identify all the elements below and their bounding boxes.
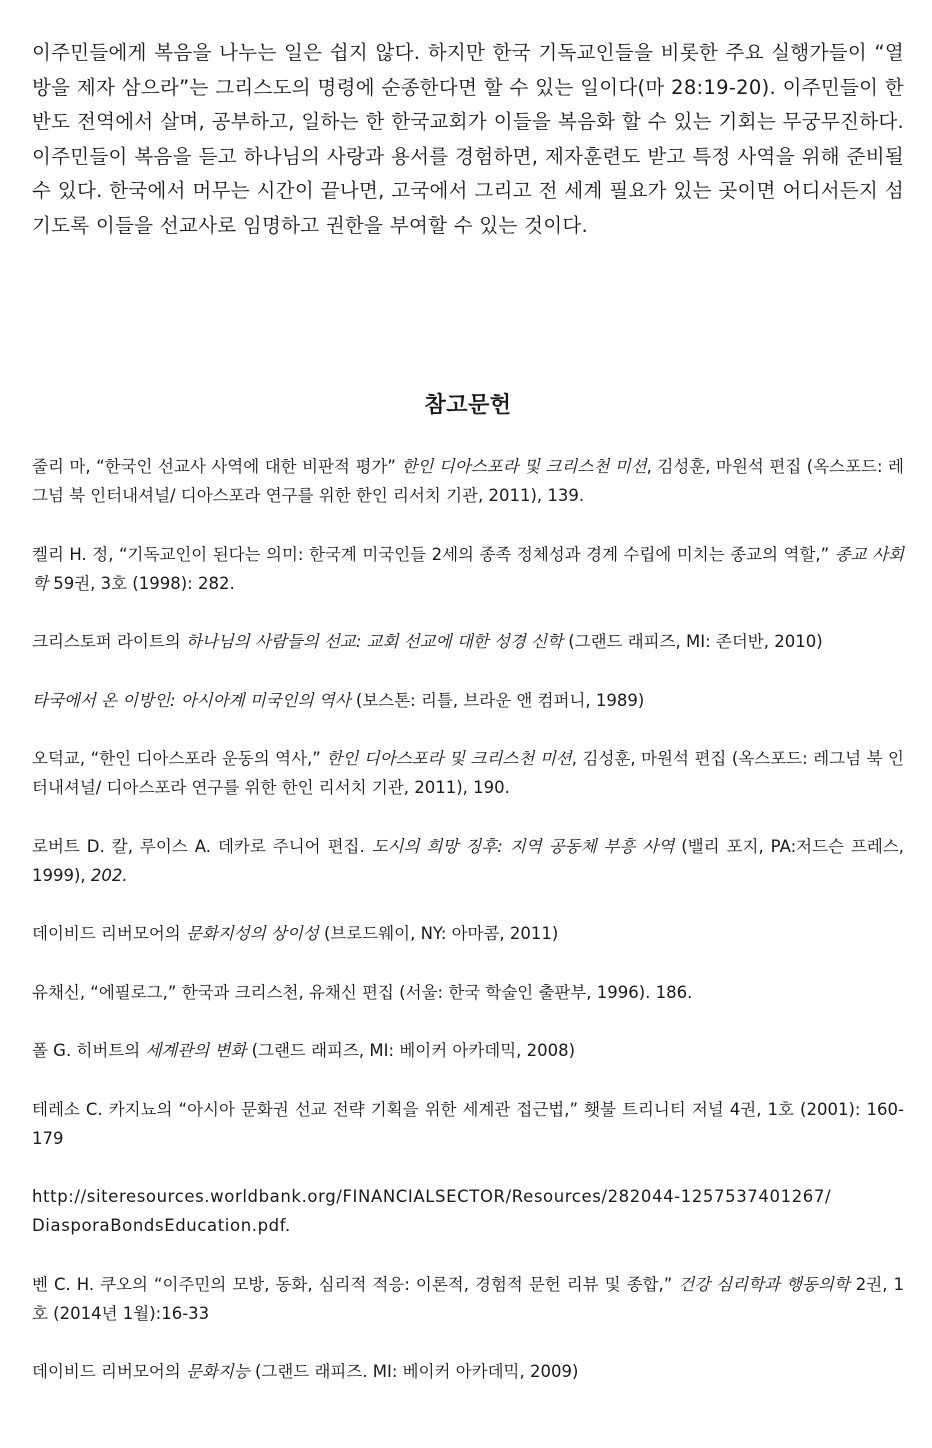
reference-item: [32, 919, 904, 948]
reference-text: (그랜드 래피즈. MI: 베이커 아카데믹, 2009): [249, 1362, 579, 1381]
reference-item: [32, 1095, 904, 1153]
reference-text: 줄리 마, “한국인 선교사 사역에 대한 비판적 평가”: [32, 457, 402, 476]
reference-title: 세계관의 변화: [145, 1041, 247, 1060]
references-heading: 참고문헌: [424, 393, 512, 418]
reference-title: 한인 디아스포라 및 크리스천 미션: [326, 749, 572, 768]
reference-url-tail[interactable]: DiasporaBondsEducation.pdf.: [32, 1216, 291, 1235]
reference-text: 켈리 H. 정, “기독교인이 된다는 의미: 한국계 미국인들 2세의 종족 정체성과 경계 수립에 미치는 종교의 역할,”: [32, 544, 835, 564]
reference-text: 데이비드 리버모어의: [32, 924, 186, 943]
reference-text: (보스톤: 리틀, 브라운 앤 컴퍼니, 1989): [350, 690, 645, 710]
reference-item: [32, 686, 904, 715]
reference-item: [32, 978, 904, 1007]
reference-title: 종교 사회학: [32, 544, 904, 593]
reference-title: 문화지성의 상이성: [185, 924, 319, 943]
reference-title: 건강 심리학과 행동의학: [678, 1274, 850, 1294]
reference-item: [32, 1357, 904, 1386]
reference-text: 오덕교, “한인 디아스포라 운동의 역사,”: [32, 749, 327, 768]
reference-title: 한인 디아스포라 및 크리스천 미션: [401, 457, 647, 476]
document-page: [32, 36, 905, 1381]
reference-item: [32, 627, 904, 656]
reference-item: [32, 452, 904, 510]
reference-text: (그랜드 래피즈, MI: 베이커 아카데믹, 2008): [246, 1041, 576, 1060]
reference-item: [32, 744, 904, 802]
reference-item: [32, 832, 904, 890]
reference-text: (그랜드 래피즈, MI: 존더반, 2010): [562, 632, 823, 651]
reference-text: , 김성훈, 마원석 편집 (옥스포드: 레그넘 북 인터내셔널/ 디아스포라 연구를 위한 한인 리서치 기관, 2011), 190.: [32, 749, 904, 797]
reference-text: , 김성훈, 마원석 편집 (옥스포드: 레그넘 북 인터내셔널/ 디아스포라 연구를 위한 한인 리서치 기관, 2011), 139.: [32, 457, 904, 505]
reference-text: 데이비드 리버모어의: [32, 1362, 186, 1381]
reference-title: 문화지능: [185, 1362, 250, 1381]
reference-page: 202.: [90, 865, 128, 885]
reference-title: 하나님의 사람들의 선교: 교회 선교에 대한 성경 신학: [185, 632, 563, 651]
reference-text: 벤 C. H. 쿠오의 “이주민의 모방, 동화, 심리적 적응: 이론적, 경험적 문헌 리뷰 및 종합,”: [32, 1274, 679, 1294]
reference-text: 크리스토퍼 라이트의: [32, 632, 186, 651]
reference-item: [32, 540, 904, 598]
reference-url[interactable]: http://siteresources.worldbank.org/FINANCIALSECTOR/Resources/282044-1257537401267/: [32, 1187, 832, 1206]
reference-title: 타국에서 온 이방인: 아시아계 미국인의 역사: [32, 690, 351, 710]
reference-text: 59권, 3호 (1998): 282.: [47, 573, 235, 593]
reference-item-url[interactable]: [32, 1182, 904, 1240]
references-list: [32, 452, 904, 1416]
reference-text: 유채신, “에필로그,” 한국과 크리스천, 유채신 편집 (서울: 한국 학술인 출판부, 1996). 186.: [32, 982, 693, 1002]
reference-item: [32, 1036, 904, 1065]
reference-text: 로버트 D. 칼, 루이스 A. 데카로 주니어 편집.: [32, 836, 372, 856]
reference-text: 테레소 C. 카지뇨의 “아시아 문화권 선교 전략 기획을 위한 세계관 접근법,” 횃불 트리니티 저널 4권, 1호 (2001): 160-179: [32, 1099, 904, 1148]
reference-item: [32, 1270, 904, 1328]
reference-text: 폴 G. 히버트의: [32, 1041, 146, 1060]
intro-paragraph: 이주민들에게 복음을 나누는 일은 쉽지 않다. 하지만 한국 기독교인들을 비롯한 주요 실행가들이 “열방을 제자 삼으라”는 그리스도의 명령에 순종한다면 할 수 있는 일이다(마 28:19-20). 이주민들이 한반도 전역에서 살며, 공부하고, 일하는 한 한국교회가 이들을 복음화 할 수 있는 기회는 무궁무진하다. 이주민들이 복음을 듣고 하나님의 사랑과 용서를 경험하면, 제자훈련도 받고 특정 사역을 위해 준비될 수 있다. 한국에서 머무는 시간이 끝나면, 고국에서 그리고 전 세계 필요가 있는 곳이면 어디서든지 섬기도록 이들을 선교사로 임명하고 권한을 부여할 수 있는 것이다.: [32, 41, 904, 237]
reference-text: (브로드웨이, NY: 아마콤, 2011): [318, 924, 559, 943]
reference-title: 도시의 희망 징후: 지역 공동체 부흥 사역: [371, 836, 675, 856]
reference-text: 2권, 1호 (2014년 1월):16-33: [32, 1274, 904, 1323]
reference-text: (밸리 포지, PA:저드슨 프레스, 1999),: [32, 836, 905, 885]
